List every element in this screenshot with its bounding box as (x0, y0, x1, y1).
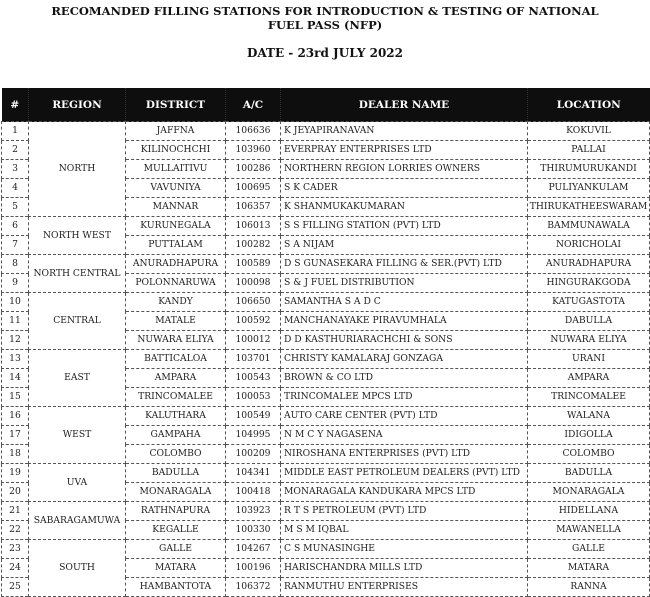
location-cell: PALLAI (528, 141, 650, 160)
ac-cell: 100330 (226, 521, 281, 540)
location-cell: KOKUVIL (528, 122, 650, 141)
ac-cell: 106013 (226, 217, 281, 236)
row-number: 4 (2, 179, 29, 198)
header-district: DISTRICT (126, 88, 226, 122)
region-cell: NORTH (29, 122, 126, 217)
row-number: 18 (2, 445, 29, 464)
dealer-name-cell: AUTO CARE CENTER (PVT) LTD (281, 407, 528, 426)
header-location: LOCATION (528, 88, 650, 122)
ac-cell: 100589 (226, 255, 281, 274)
dealer-name-cell: HARISCHANDRA MILLS LTD (281, 559, 528, 578)
district-cell: MANNAR (126, 198, 226, 217)
district-cell: ANURADHAPURA (126, 255, 226, 274)
row-number: 14 (2, 369, 29, 388)
table-row (2, 407, 650, 426)
district-cell: COLOMBO (126, 445, 226, 464)
district-cell: RATHNAPURA (126, 502, 226, 521)
dealer-name-cell: CHRISTY KAMALARAJ GONZAGA (281, 350, 528, 369)
row-number: 5 (2, 198, 29, 217)
row-number: 16 (2, 407, 29, 426)
district-cell: BADULLA (126, 464, 226, 483)
ac-cell: 100695 (226, 179, 281, 198)
ac-cell: 100012 (226, 331, 281, 350)
district-cell: KILINOCHCHI (126, 141, 226, 160)
ac-cell: 106636 (226, 122, 281, 141)
region-cell: NORTH WEST (29, 217, 126, 255)
dealer-name-cell: S K CADER (281, 179, 528, 198)
location-cell: AMPARA (528, 369, 650, 388)
location-cell: THIRUKATHEESWARAM (528, 198, 650, 217)
row-number: 12 (2, 331, 29, 350)
location-cell: PULIYANKULAM (528, 179, 650, 198)
dealer-name-cell: K JEYAPIRANAVAN (281, 122, 528, 141)
district-cell: MATARA (126, 559, 226, 578)
location-cell: BAMMUNAWALA (528, 217, 650, 236)
row-number: 25 (2, 578, 29, 597)
dealer-name-cell: D D KASTHURIARACHCHI & SONS (281, 331, 528, 350)
row-number: 22 (2, 521, 29, 540)
ac-cell: 100286 (226, 160, 281, 179)
district-cell: GALLE (126, 540, 226, 559)
location-cell: NUWARA ELIYA (528, 331, 650, 350)
dealer-name-cell: R T S PETROLEUM (PVT) LTD (281, 502, 528, 521)
region-cell: CENTRAL (29, 293, 126, 350)
region-cell: UVA (29, 464, 126, 502)
location-cell: TRINCOMALEE (528, 388, 650, 407)
region-cell: WEST (29, 407, 126, 464)
row-number: 7 (2, 236, 29, 255)
location-cell: KATUGASTOTA (528, 293, 650, 312)
location-cell: DABULLA (528, 312, 650, 331)
district-cell: VAVUNIYA (126, 179, 226, 198)
header-number: # (2, 88, 29, 122)
row-number: 17 (2, 426, 29, 445)
district-cell: MULLAITIVU (126, 160, 226, 179)
location-cell: MONARAGALA (528, 483, 650, 502)
ac-cell: 103923 (226, 502, 281, 521)
dealer-name-cell: NORTHERN REGION LORRIES OWNERS (281, 160, 528, 179)
location-cell: THIRUMURUKANDI (528, 160, 650, 179)
row-number: 1 (2, 122, 29, 141)
region-cell: SABARAGAMUWA (29, 502, 126, 540)
document-title-line2: FUEL PASS (NFP) (267, 18, 383, 32)
document-title-line1: RECOMANDED FILLING STATIONS FOR INTRODUCTION & TESTING OF NATIONAL (51, 4, 599, 18)
ac-cell: 100196 (226, 559, 281, 578)
dealer-name-cell: N M C Y NAGASENA (281, 426, 528, 445)
row-number: 13 (2, 350, 29, 369)
dealer-name-cell: NIROSHANA ENTERPRISES (PVT) LTD (281, 445, 528, 464)
location-cell: WALANA (528, 407, 650, 426)
district-cell: HAMBANTOTA (126, 578, 226, 597)
district-cell: AMPARA (126, 369, 226, 388)
dealer-name-cell: K SHANMUKAKUMARAN (281, 198, 528, 217)
dealer-name-cell: D S GUNASEKARA FILLING & SER.(PVT) LTD (281, 255, 528, 274)
ac-cell: 103701 (226, 350, 281, 369)
ac-cell: 100282 (226, 236, 281, 255)
row-number: 11 (2, 312, 29, 331)
row-number: 8 (2, 255, 29, 274)
ac-cell: 104995 (226, 426, 281, 445)
district-cell: NUWARA ELIYA (126, 331, 226, 350)
location-cell: COLOMBO (528, 445, 650, 464)
region-cell: EAST (29, 350, 126, 407)
document-date: DATE - 23rd JULY 2022 (246, 46, 404, 60)
row-number: 15 (2, 388, 29, 407)
location-cell: HIDELLANA (528, 502, 650, 521)
district-cell: TRINCOMALEE (126, 388, 226, 407)
ac-cell: 103960 (226, 141, 281, 160)
ac-cell: 100418 (226, 483, 281, 502)
ac-cell: 100543 (226, 369, 281, 388)
row-number: 9 (2, 274, 29, 293)
row-number: 3 (2, 160, 29, 179)
dealer-name-cell: C S MUNASINGHE (281, 540, 528, 559)
location-cell: IDIGOLLA (528, 426, 650, 445)
dealer-name-cell: RANMUTHU ENTERPRISES (281, 578, 528, 597)
location-cell: MATARA (528, 559, 650, 578)
location-cell: NORICHOLAI (528, 236, 650, 255)
location-cell: BADULLA (528, 464, 650, 483)
dealer-name-cell: S & J FUEL DISTRIBUTION (281, 274, 528, 293)
location-cell: ANURADHAPURA (528, 255, 650, 274)
table-row (2, 464, 650, 483)
ac-cell: 100549 (226, 407, 281, 426)
location-cell: HINGURAKGODA (528, 274, 650, 293)
row-number: 6 (2, 217, 29, 236)
district-cell: KEGALLE (126, 521, 226, 540)
dealer-name-cell: MONARAGALA KANDUKARA MPCS LTD (281, 483, 528, 502)
location-cell: MAWANELLA (528, 521, 650, 540)
ac-cell: 104341 (226, 464, 281, 483)
table-row (2, 255, 650, 274)
row-number: 20 (2, 483, 29, 502)
district-cell: KALUTHARA (126, 407, 226, 426)
dealer-name-cell: S S FILLING STATION (PVT) LTD (281, 217, 528, 236)
district-cell: KANDY (126, 293, 226, 312)
district-cell: BATTICALOA (126, 350, 226, 369)
row-number: 21 (2, 502, 29, 521)
row-number: 10 (2, 293, 29, 312)
dealer-name-cell: TRINCOMALEE MPCS LTD (281, 388, 528, 407)
dealer-name-cell: MIDDLE EAST PETROLEUM DEALERS (PVT) LTD (281, 464, 528, 483)
location-cell: GALLE (528, 540, 650, 559)
ac-cell: 106650 (226, 293, 281, 312)
header-ac: A/C (226, 88, 281, 122)
district-cell: KURUNEGALA (126, 217, 226, 236)
filling-stations-table (1, 88, 650, 597)
dealer-name-cell: SAMANTHA S A D C (281, 293, 528, 312)
table-row (2, 502, 650, 521)
header-region: REGION (29, 88, 126, 122)
district-cell: GAMPAHA (126, 426, 226, 445)
ac-cell: 106357 (226, 198, 281, 217)
table-row (2, 540, 650, 559)
district-cell: POLONNARUWA (126, 274, 226, 293)
table-header-row (2, 88, 650, 122)
ac-cell: 100592 (226, 312, 281, 331)
region-cell: SOUTH (29, 540, 126, 597)
ac-cell: 106372 (226, 578, 281, 597)
location-cell: RANNA (528, 578, 650, 597)
table-row (2, 217, 650, 236)
dealer-name-cell: EVERPRAY ENTERPRISES LTD (281, 141, 528, 160)
dealer-name-cell: MANCHANAYAKE PIRAVUMHALA (281, 312, 528, 331)
region-cell: NORTH CENTRAL (29, 255, 126, 293)
row-number: 19 (2, 464, 29, 483)
row-number: 24 (2, 559, 29, 578)
location-cell: URANI (528, 350, 650, 369)
table-row (2, 293, 650, 312)
ac-cell: 100098 (226, 274, 281, 293)
row-number: 23 (2, 540, 29, 559)
district-cell: MONARAGALA (126, 483, 226, 502)
table-row (2, 350, 650, 369)
district-cell: JAFFNA (126, 122, 226, 141)
district-cell: MATALE (126, 312, 226, 331)
ac-cell: 104267 (226, 540, 281, 559)
header-dealer-name: DEALER NAME (281, 88, 528, 122)
row-number: 2 (2, 141, 29, 160)
dealer-name-cell: M S M IQBAL (281, 521, 528, 540)
table-body (2, 122, 650, 597)
ac-cell: 100053 (226, 388, 281, 407)
ac-cell: 100209 (226, 445, 281, 464)
district-cell: PUTTALAM (126, 236, 226, 255)
dealer-name-cell: S A NIJAM (281, 236, 528, 255)
dealer-name-cell: BROWN & CO LTD (281, 369, 528, 388)
table-row (2, 122, 650, 141)
